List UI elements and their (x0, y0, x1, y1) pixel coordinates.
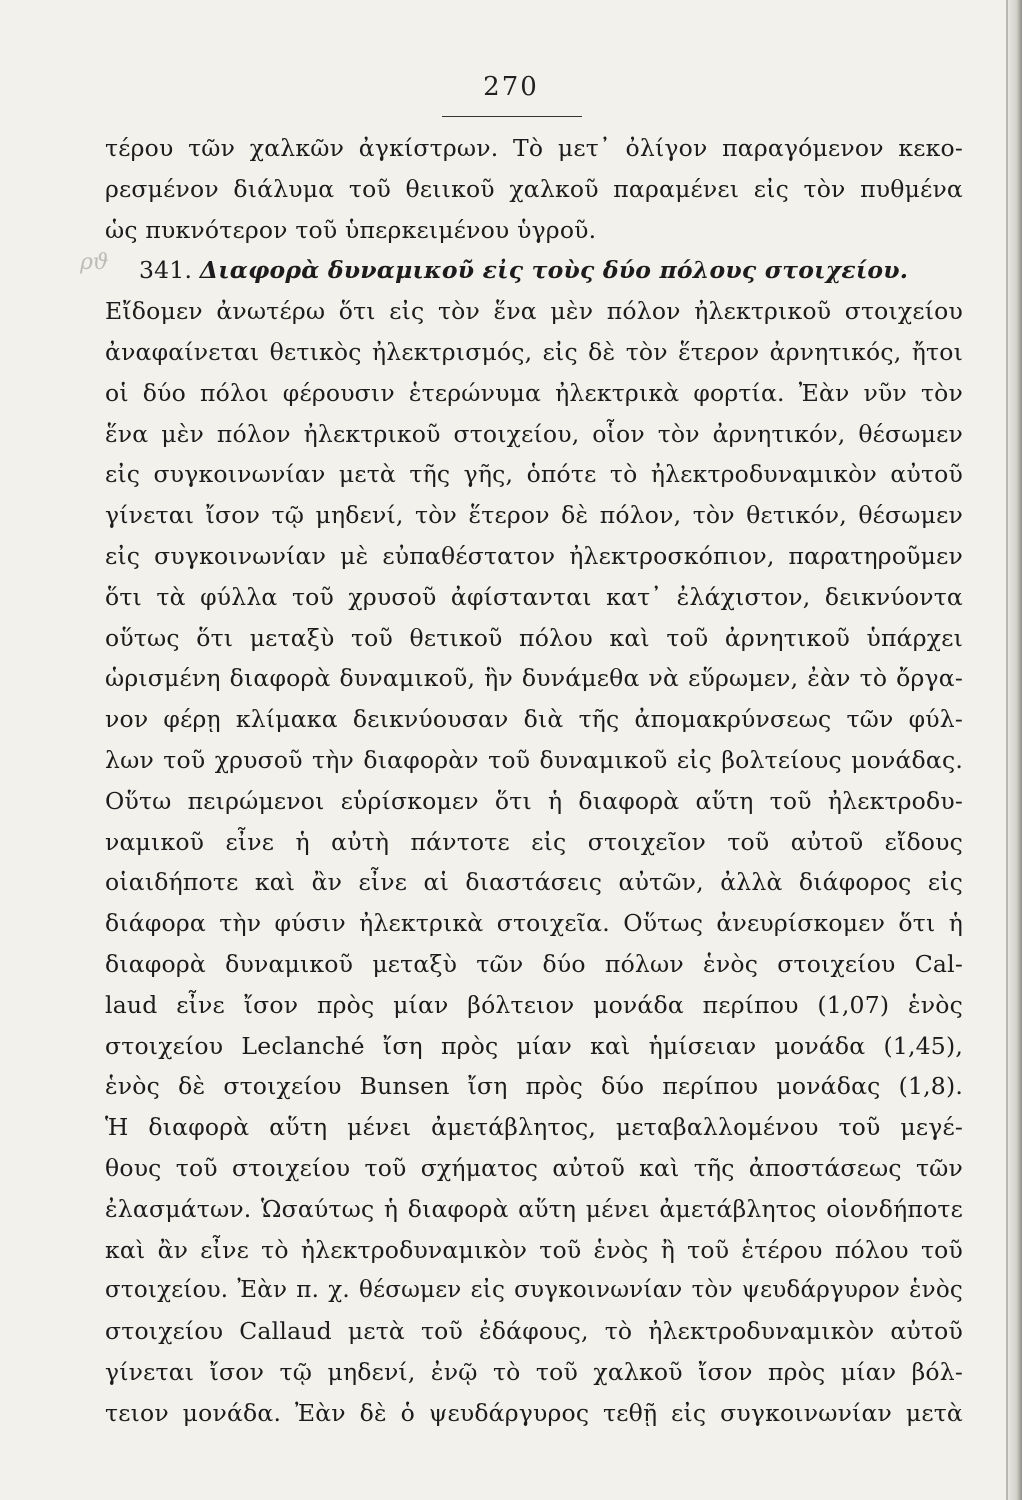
text-line: ὡς πυκνότερον τοῦ ὑπερκειμένου ὑγροῦ. (105, 215, 597, 244)
text-line: θους τοῦ στοιχείου τοῦ σχήματος αὐτοῦ καὶ τῆς ἀποστάσεως τῶν (105, 1153, 963, 1182)
text-line: γίνεται ἴσον τῷ μηδενί, ἐνῷ τὸ τοῦ χαλκοῦ ἴσον πρὸς μίαν βόλ- (105, 1357, 963, 1386)
text-line: Εἴδομεν ἀνωτέρω ὅτι εἰς τὸν ἕνα μὲν πόλον ἠλεκτρικοῦ στοιχείου (105, 297, 963, 326)
page-edge (1008, 0, 1022, 1500)
text-line: ἐλασμάτων. Ὡσαύτως ἡ διαφορὰ αὕτη μένει ἀμετάβλητος οἱονδήποτε (105, 1194, 963, 1223)
text-line: γίνεται ἴσον τῷ μηδενί, τὸν ἕτερον δὲ πόλον, τὸν θετικόν, θέσωμεν (105, 501, 963, 530)
text-line: λων τοῦ χρυσοῦ τὴν διαφορὰν τοῦ δυναμικοῦ εἰς βολτείους μονάδας. (105, 745, 963, 774)
text-line: τειον μονάδα. Ἐὰν δὲ ὁ ψευδάργυρος τεθῇ εἰς συγκοινωνίαν μετὰ (105, 1398, 963, 1427)
text-line: εἰς συγκοινωνίαν μὲ εὐπαθέστατον ἠλεκτροσκόπιον, παρατηροῦμεν (105, 541, 963, 570)
header-rule (442, 116, 582, 117)
text-line: ὡρισμένη διαφορὰ δυναμικοῦ, ἣν δυνάμεθα νὰ εὕρωμεν, ἐὰν τὸ ὄργα- (105, 664, 963, 693)
text-line: ἕνα μὲν πόλον ἠλεκτρικοῦ στοιχείου, οἷον τὸν ἀρνητικόν, θέσωμεν (105, 419, 963, 448)
text-line: Οὕτω πειρώμενοι εὑρίσκομεν ὅτι ἡ διαφορὰ αὕτη τοῦ ἠλεκτροδυ- (105, 786, 963, 815)
page-number: 270 (483, 72, 539, 102)
margin-annotation: ρϑ (80, 250, 109, 275)
text-line: εἰς συγκοινωνίαν μετὰ τῆς γῆς, ὁπότε τὸ ἠλεκτροδυναμικὸν αὐτοῦ (105, 460, 963, 489)
text-line: Ἡ διαφορὰ αὕτη μένει ἀμετάβλητος, μεταβαλλομένου τοῦ μεγέ- (105, 1113, 963, 1142)
section-heading (105, 250, 963, 291)
section-number: 341. (139, 256, 193, 285)
text-line: οὕτως ὅτι μεταξὺ τοῦ θετικοῦ πόλου καὶ τοῦ ἀρνητικοῦ ὑπάρχει (105, 623, 963, 652)
text-line: laud εἶνε ἴσον πρὸς μίαν βόλτειον μονάδα περίπου (1,07) ἑνὸς (105, 990, 963, 1019)
text-line: οἱ δύο πόλοι φέρουσιν ἑτερώνυμα ἠλεκτρικὰ φορτία. Ἐὰν νῦν τὸν (105, 378, 963, 407)
page-header (0, 72, 1022, 102)
text-line: ναμικοῦ εἶνε ἡ αὐτὴ πάντοτε εἰς στοιχεῖον τοῦ αὐτοῦ εἴδους (105, 827, 963, 856)
text-line: διάφορα τὴν φύσιν ἠλεκτρικὰ στοιχεῖα. Οὕτως ἀνευρίσκομεν ὅτι ἡ (105, 909, 963, 938)
text-line: τέρου τῶν χαλκῶν ἀγκίστρων. Τὸ μετ᾽ ὀλίγον παραγόμενον κεκο- (105, 134, 963, 162)
text-line: ρεσμένον διάλυμα τοῦ θειικοῦ χαλκοῦ παραμένει εἰς τὸν πυθμένα (105, 174, 963, 203)
text-line: ἑνὸς δὲ στοιχείου Bunsen ἴση πρὸς δύο περίπου μονάδας (1,8). (105, 1072, 963, 1101)
text-line: ὅτι τὰ φύλλα τοῦ χρυσοῦ ἀφίστανται κατ᾽ ἐλάχιστον, δεικνύοντα (105, 582, 963, 611)
text-line: οἱαιδήποτε καὶ ἂν εἶνε αἱ διαστάσεις αὐτῶν, ἀλλὰ διάφορος εἰς (105, 868, 963, 897)
text-line: νον φέρῃ κλίμακα δεικνύουσαν διὰ τῆς ἀπομακρύνσεως τῶν φύλ- (105, 705, 963, 734)
text-line: στοιχείου Callaud μετὰ τοῦ ἐδάφους, τὸ ἠλεκτροδυναμικὸν αὐτοῦ (105, 1317, 963, 1346)
text-line: καὶ ἂν εἶνε τὸ ἠλεκτροδυναμικὸν τοῦ ἑνὸς ἢ τοῦ ἑτέρου πόλου τοῦ (105, 1235, 963, 1264)
text-line: ἀναφαίνεται θετικὸς ἠλεκτρισμός, εἰς δὲ τὸν ἕτερον ἀρνητικός, ἤτοι (105, 337, 963, 366)
section-title: Διαφορὰ δυναμικοῦ εἰς τοὺς δύο πόλους στοιχείου. (199, 256, 909, 285)
text-line: διαφορὰ δυναμικοῦ μεταξὺ τῶν δύο πόλων ἑνὸς στοιχείου Cal- (105, 949, 963, 978)
body-text (105, 128, 963, 1434)
text-line: στοιχείου Leclanché ἴση πρὸς μίαν καὶ ἡμίσειαν μονάδα (1,45), (105, 1031, 963, 1060)
text-line: στοιχείου. Ἐὰν π. χ. θέσωμεν εἰς συγκοινωνίαν τὸν ψευδάργυρον ἑνὸς (105, 1277, 963, 1304)
